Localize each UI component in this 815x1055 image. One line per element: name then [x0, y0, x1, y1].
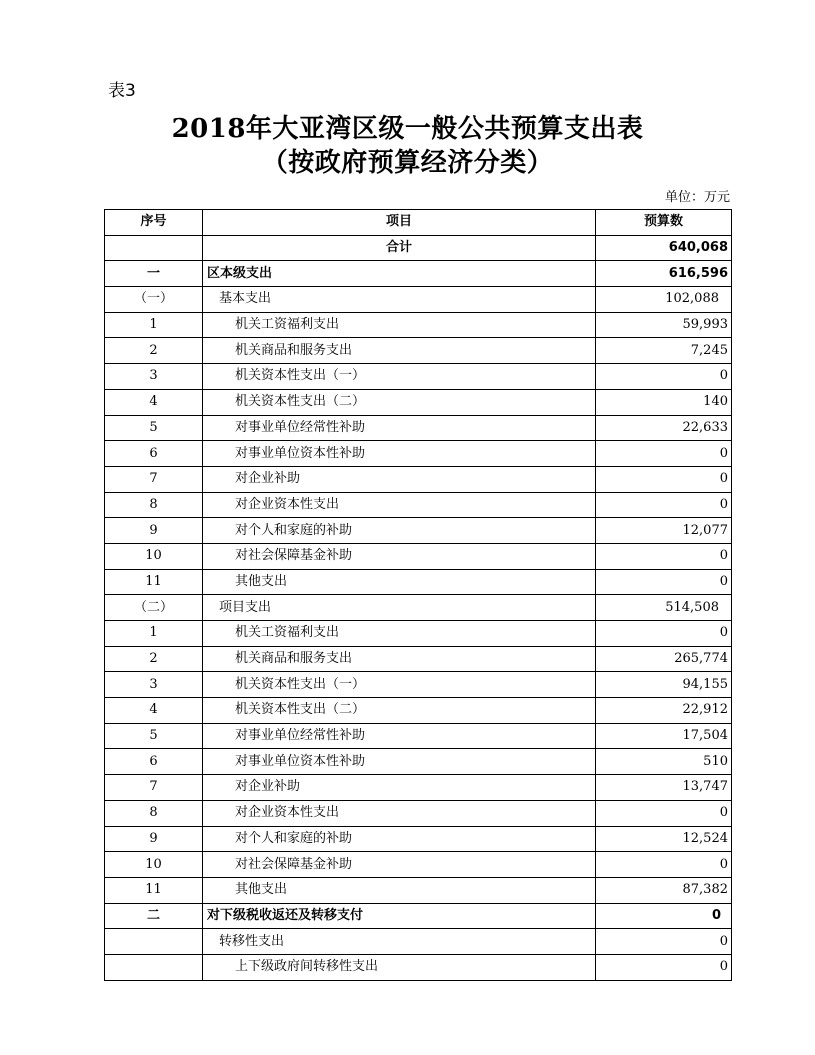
row-item-cell: 区本级支出	[203, 261, 596, 287]
row-amount-cell: 265,774	[596, 646, 732, 672]
row-seq-cell: 1	[105, 312, 203, 338]
row-item-cell: 转移性支出	[203, 929, 596, 955]
table-row	[105, 287, 732, 313]
row-amount-cell: 616,596	[596, 261, 732, 287]
row-amount-cell: 0	[596, 364, 732, 390]
row-seq-cell: 3	[105, 672, 203, 698]
row-seq-cell: 6	[105, 441, 203, 467]
row-amount-cell: 22,912	[596, 698, 732, 724]
row-item-cell: 机关资本性支出（一）	[203, 364, 596, 390]
row-seq-cell	[105, 929, 203, 955]
table-row	[105, 826, 732, 852]
row-amount-cell: 0	[596, 569, 732, 595]
row-seq-cell: 9	[105, 826, 203, 852]
row-seq-cell: 5	[105, 723, 203, 749]
row-item-cell: 对事业单位经常性补助	[203, 723, 596, 749]
row-seq-cell: 5	[105, 415, 203, 441]
row-seq-cell: 10	[105, 543, 203, 569]
table-row	[105, 672, 732, 698]
table-row	[105, 235, 732, 261]
row-item-cell: 对事业单位经常性补助	[203, 415, 596, 441]
table-row	[105, 929, 732, 955]
row-item-cell: 机关工资福利支出	[203, 621, 596, 647]
table-row	[105, 877, 732, 903]
row-amount-cell: 0	[596, 852, 732, 878]
row-amount-cell: 22,633	[596, 415, 732, 441]
row-item-cell: 对企业资本性支出	[203, 492, 596, 518]
row-seq-cell: 1	[105, 621, 203, 647]
row-item-cell: 其他支出	[203, 569, 596, 595]
row-amount-cell: 13,747	[596, 775, 732, 801]
row-item-cell: 对企业补助	[203, 775, 596, 801]
table-row	[105, 595, 732, 621]
table-row	[105, 389, 732, 415]
row-item-cell: 项目支出	[203, 595, 596, 621]
row-amount-cell: 640,068	[596, 235, 732, 261]
row-item-cell: 基本支出	[203, 287, 596, 313]
table-row	[105, 621, 732, 647]
row-seq-cell: 9	[105, 518, 203, 544]
table-row	[105, 723, 732, 749]
row-item-cell: 机关商品和服务支出	[203, 338, 596, 364]
row-amount-cell: 514,508	[596, 595, 732, 621]
table-row	[105, 954, 732, 980]
row-seq-cell: （一）	[105, 287, 203, 313]
row-amount-cell: 7,245	[596, 338, 732, 364]
row-item-cell: 机关资本性支出（二）	[203, 698, 596, 724]
row-item-cell: 机关商品和服务支出	[203, 646, 596, 672]
table-row	[105, 441, 732, 467]
row-item-cell: 其他支出	[203, 877, 596, 903]
row-amount-cell: 0	[596, 903, 732, 929]
header-item: 项目	[203, 210, 596, 236]
row-seq-cell: 3	[105, 364, 203, 390]
header-seq: 序号	[105, 210, 203, 236]
row-seq-cell: 7	[105, 775, 203, 801]
row-amount-cell: 94,155	[596, 672, 732, 698]
table-row	[105, 569, 732, 595]
row-seq-cell: 2	[105, 646, 203, 672]
row-amount-cell: 0	[596, 621, 732, 647]
table-row	[105, 646, 732, 672]
row-item-cell: 对事业单位资本性补助	[203, 441, 596, 467]
row-item-cell: 对社会保障基金补助	[203, 543, 596, 569]
table-row	[105, 698, 732, 724]
row-amount-cell: 0	[596, 441, 732, 467]
row-item-cell: 对事业单位资本性补助	[203, 749, 596, 775]
table-row	[105, 312, 732, 338]
table-row	[105, 749, 732, 775]
table-row	[105, 466, 732, 492]
row-seq-cell: 8	[105, 492, 203, 518]
row-seq-cell: 8	[105, 800, 203, 826]
row-item-cell: 对个人和家庭的补助	[203, 518, 596, 544]
table-row	[105, 364, 732, 390]
row-item-cell: 对企业资本性支出	[203, 800, 596, 826]
row-amount-cell: 12,524	[596, 826, 732, 852]
row-seq-cell: 11	[105, 877, 203, 903]
row-amount-cell: 12,077	[596, 518, 732, 544]
table-row	[105, 543, 732, 569]
row-amount-cell: 0	[596, 929, 732, 955]
row-seq-cell: 7	[105, 466, 203, 492]
row-item-cell: 对个人和家庭的补助	[203, 826, 596, 852]
table-row	[105, 415, 732, 441]
table-row	[105, 492, 732, 518]
row-item-cell: 机关工资福利支出	[203, 312, 596, 338]
row-seq-cell: 2	[105, 338, 203, 364]
table-row	[105, 852, 732, 878]
table-row	[105, 261, 732, 287]
table-row	[105, 338, 732, 364]
row-item-cell: 机关资本性支出（二）	[203, 389, 596, 415]
table-row	[105, 800, 732, 826]
row-seq-cell: 一	[105, 261, 203, 287]
row-seq-cell: 二	[105, 903, 203, 929]
row-seq-cell: （二）	[105, 595, 203, 621]
row-amount-cell: 0	[596, 543, 732, 569]
table-row	[105, 518, 732, 544]
row-amount-cell: 0	[596, 954, 732, 980]
table-row	[105, 775, 732, 801]
table-number-label: 表3	[108, 81, 136, 101]
row-amount-cell: 0	[596, 492, 732, 518]
row-amount-cell: 59,993	[596, 312, 732, 338]
table-row	[105, 903, 732, 929]
row-amount-cell: 140	[596, 389, 732, 415]
row-item-cell: 合计	[203, 235, 596, 261]
row-amount-cell: 0	[596, 800, 732, 826]
row-seq-cell	[105, 235, 203, 261]
row-item-cell: 对下级税收返还及转移支付	[203, 903, 596, 929]
row-seq-cell	[105, 954, 203, 980]
row-seq-cell: 4	[105, 698, 203, 724]
header-amount: 预算数	[596, 210, 732, 236]
budget-table	[104, 209, 732, 981]
row-amount-cell: 102,088	[596, 287, 732, 313]
row-amount-cell: 17,504	[596, 723, 732, 749]
row-seq-cell: 6	[105, 749, 203, 775]
unit-label: 单位：万元	[664, 190, 730, 205]
row-seq-cell: 4	[105, 389, 203, 415]
row-seq-cell: 11	[105, 569, 203, 595]
table-header-row	[105, 210, 732, 236]
row-amount-cell: 510	[596, 749, 732, 775]
row-item-cell: 对社会保障基金补助	[203, 852, 596, 878]
row-amount-cell: 87,382	[596, 877, 732, 903]
row-item-cell: 上下级政府间转移性支出	[203, 954, 596, 980]
page-subtitle: （按政府预算经济分类）	[261, 148, 554, 178]
row-amount-cell: 0	[596, 466, 732, 492]
row-item-cell: 机关资本性支出（一）	[203, 672, 596, 698]
row-seq-cell: 10	[105, 852, 203, 878]
page-title: 2018年大亚湾区级一般公共预算支出表	[171, 114, 644, 144]
row-item-cell: 对企业补助	[203, 466, 596, 492]
